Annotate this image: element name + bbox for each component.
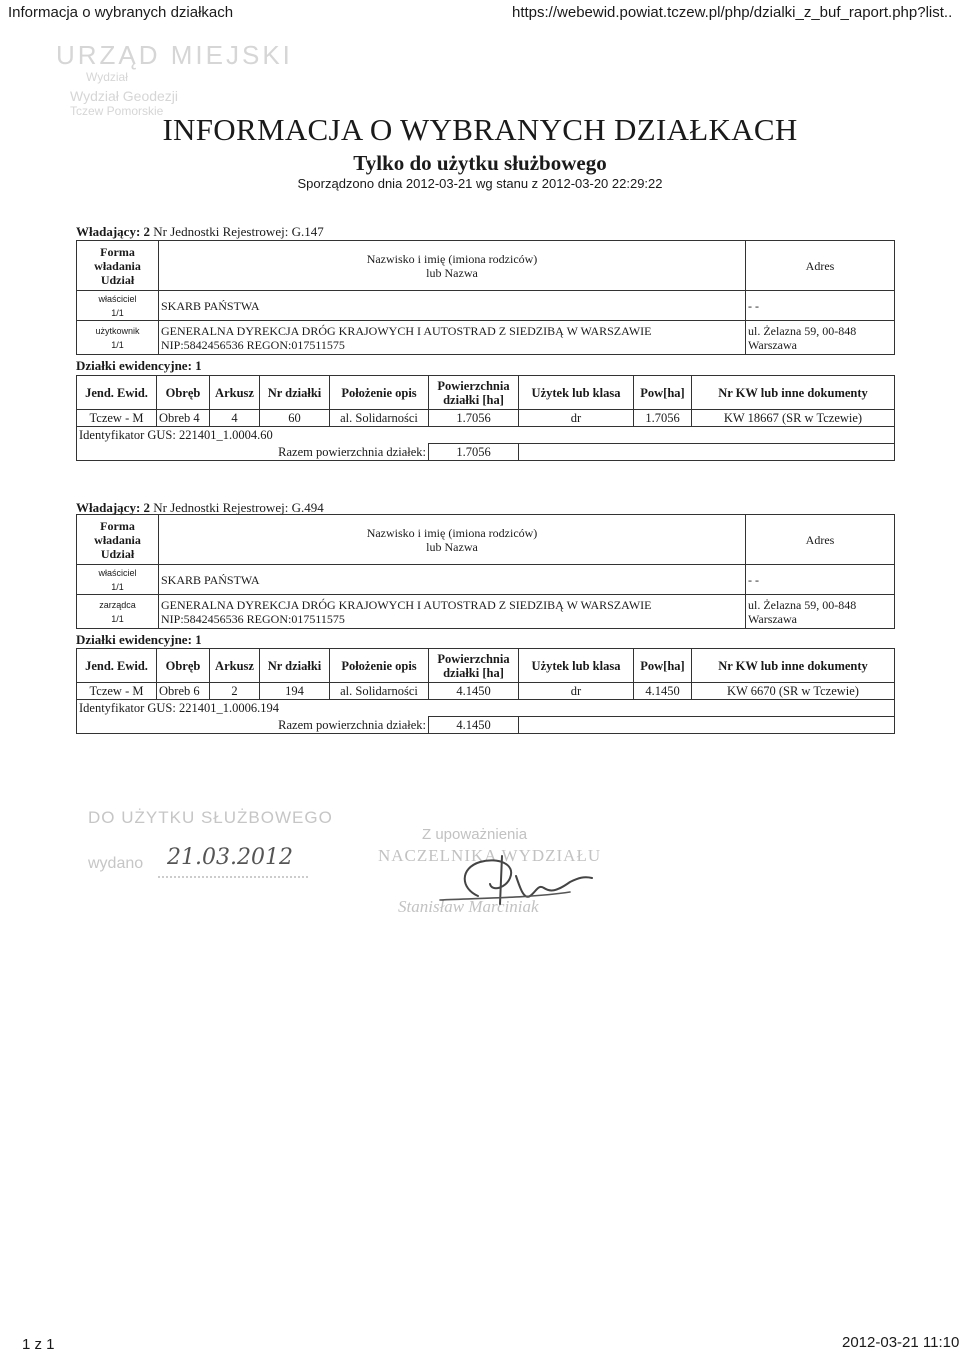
faint-office-line4: Tczew Pomorskie xyxy=(70,104,164,118)
browser-url: https://webewid.powiat.tczew.pl/php/dzialki_z_buf_raport.php?list.. xyxy=(512,4,953,21)
col-jend: Jend. Ewid. xyxy=(77,376,157,410)
col-nr: Nr działki xyxy=(260,376,330,410)
wladajacy-heading: Władający: 2 Nr Jednostki Rejestrowej: G.147 xyxy=(76,224,324,239)
faint-office-line3: Wydział Geodezji xyxy=(70,88,179,104)
parcels-heading: Działki ewidencyjne: 1 xyxy=(76,632,202,647)
owners-table xyxy=(76,514,895,629)
col-uzytek: Użytek lub klasa xyxy=(519,376,634,410)
owner-header-form: Forma władania Udział xyxy=(77,241,159,291)
table-row: Tczew - M Obreb 6 2 194 al. Solidarności 4.1450 dr 4.1450 KW 6670 (SR w Tczewie) xyxy=(77,683,895,700)
print-datetime: 2012-03-21 11:10 xyxy=(842,1334,960,1351)
owner-name: GENERALNA DYREKCJA DRÓG KRAJOWYCH I AUTOSTRAD Z SIEDZIBĄ W WARSZAWIE NIP:5842456536 REGON:017511575 xyxy=(159,321,746,355)
browser-tab-title: Informacja o wybranych działkach xyxy=(8,4,234,21)
col-nr: Nr działki xyxy=(260,649,330,683)
col-obreb: Obręb xyxy=(157,376,210,410)
faint-office-line2: Wydział xyxy=(86,70,128,84)
total-area-label: Razem powierzchnia działek: xyxy=(77,717,429,734)
gus-identifier: Identyfikator GUS: 221401_1.0004.60 xyxy=(77,427,895,444)
owner-header-name: Nazwisko i imię (imiona rodziców) lub Nazwa xyxy=(159,515,746,565)
stamp-signatory-name: Stanisław Marciniak xyxy=(398,897,539,916)
parcels-heading: Działki ewidencyjne: 1 xyxy=(76,358,202,373)
faint-office-header: URZĄD MIEJSKI xyxy=(56,40,293,70)
parcels-table xyxy=(76,648,895,734)
owner-form-cell: właściciel 1/1 xyxy=(77,291,159,321)
owner-form-cell: zarządca 1/1 xyxy=(77,595,159,629)
parcels-table xyxy=(76,375,895,461)
owner-name: GENERALNA DYREKCJA DRÓG KRAJOWYCH I AUTOSTRAD Z SIEDZIBĄ W WARSZAWIE NIP:5842456536 REGON:017511575 xyxy=(159,595,746,629)
stamp-authorization: Z upoważnienia xyxy=(422,826,528,843)
col-polozenie: Położenie opis xyxy=(330,649,429,683)
total-area-blank xyxy=(519,444,895,461)
owner-name: SKARB PAŃSTWA xyxy=(159,291,746,321)
owner-header-address: Adres xyxy=(746,515,895,565)
stamp-dotted-line xyxy=(158,876,308,878)
report-title: INFORMACJA O WYBRANYCH DZIAŁKACH xyxy=(162,112,798,147)
owners-table xyxy=(76,240,895,355)
stamp-head-of-department: NACZELNIKA WYDZIAŁU xyxy=(378,846,602,865)
owner-header-name: Nazwisko i imię (imiona rodziców) lub Nazwa xyxy=(159,241,746,291)
col-powha: Pow[ha] xyxy=(634,649,692,683)
handwritten-date: 21.03.2012 xyxy=(167,845,293,870)
table-row: Tczew - M Obreb 4 4 60 al. Solidarności 1.7056 dr 1.7056 KW 18667 (SR w Tczewie) xyxy=(77,410,895,427)
handwritten-signature xyxy=(420,848,600,918)
stamp-issued-label: wydano xyxy=(88,855,144,872)
owner-header-address: Adres xyxy=(746,241,895,291)
owner-address: - - xyxy=(746,565,895,595)
total-area-value: 4.1450 xyxy=(429,717,519,734)
report-prepared-date: Sporządzono dnia 2012-03-21 wg stanu z 2012-03-20 22:29:22 xyxy=(297,176,663,191)
col-uzytek: Użytek lub klasa xyxy=(519,649,634,683)
stamp-official-use: DO UŻYTKU SŁUŻBOWEGO xyxy=(88,808,333,827)
total-area-value: 1.7056 xyxy=(429,444,519,461)
report-subtitle: Tylko do użytku służbowego xyxy=(353,151,607,175)
owner-name: SKARB PAŃSTWA xyxy=(159,565,746,595)
col-powierzchnia: Powierzchnia działki [ha] xyxy=(429,376,519,410)
col-obreb: Obręb xyxy=(157,649,210,683)
owner-address: - - xyxy=(746,291,895,321)
owner-address: ul. Żelazna 59, 00-848 Warszawa xyxy=(746,595,895,629)
total-area-blank xyxy=(519,717,895,734)
page-number: 1 z 1 xyxy=(22,1336,55,1353)
col-powierzchnia: Powierzchnia działki [ha] xyxy=(429,649,519,683)
col-arkusz: Arkusz xyxy=(210,649,260,683)
gus-identifier: Identyfikator GUS: 221401_1.0006.194 xyxy=(77,700,895,717)
col-kw: Nr KW lub inne dokumenty xyxy=(692,649,895,683)
col-arkusz: Arkusz xyxy=(210,376,260,410)
wladajacy-heading: Władający: 2 Nr Jednostki Rejestrowej: G.494 xyxy=(76,500,324,515)
col-kw: Nr KW lub inne dokumenty xyxy=(692,376,895,410)
owner-form-cell: użytkownik 1/1 xyxy=(77,321,159,355)
owner-header-form: Forma władania Udział xyxy=(77,515,159,565)
col-jend: Jend. Ewid. xyxy=(77,649,157,683)
col-powha: Pow[ha] xyxy=(634,376,692,410)
owner-address: ul. Żelazna 59, 00-848 Warszawa xyxy=(746,321,895,355)
owner-form-cell: właściciel 1/1 xyxy=(77,565,159,595)
col-polozenie: Położenie opis xyxy=(330,376,429,410)
total-area-label: Razem powierzchnia działek: xyxy=(77,444,429,461)
